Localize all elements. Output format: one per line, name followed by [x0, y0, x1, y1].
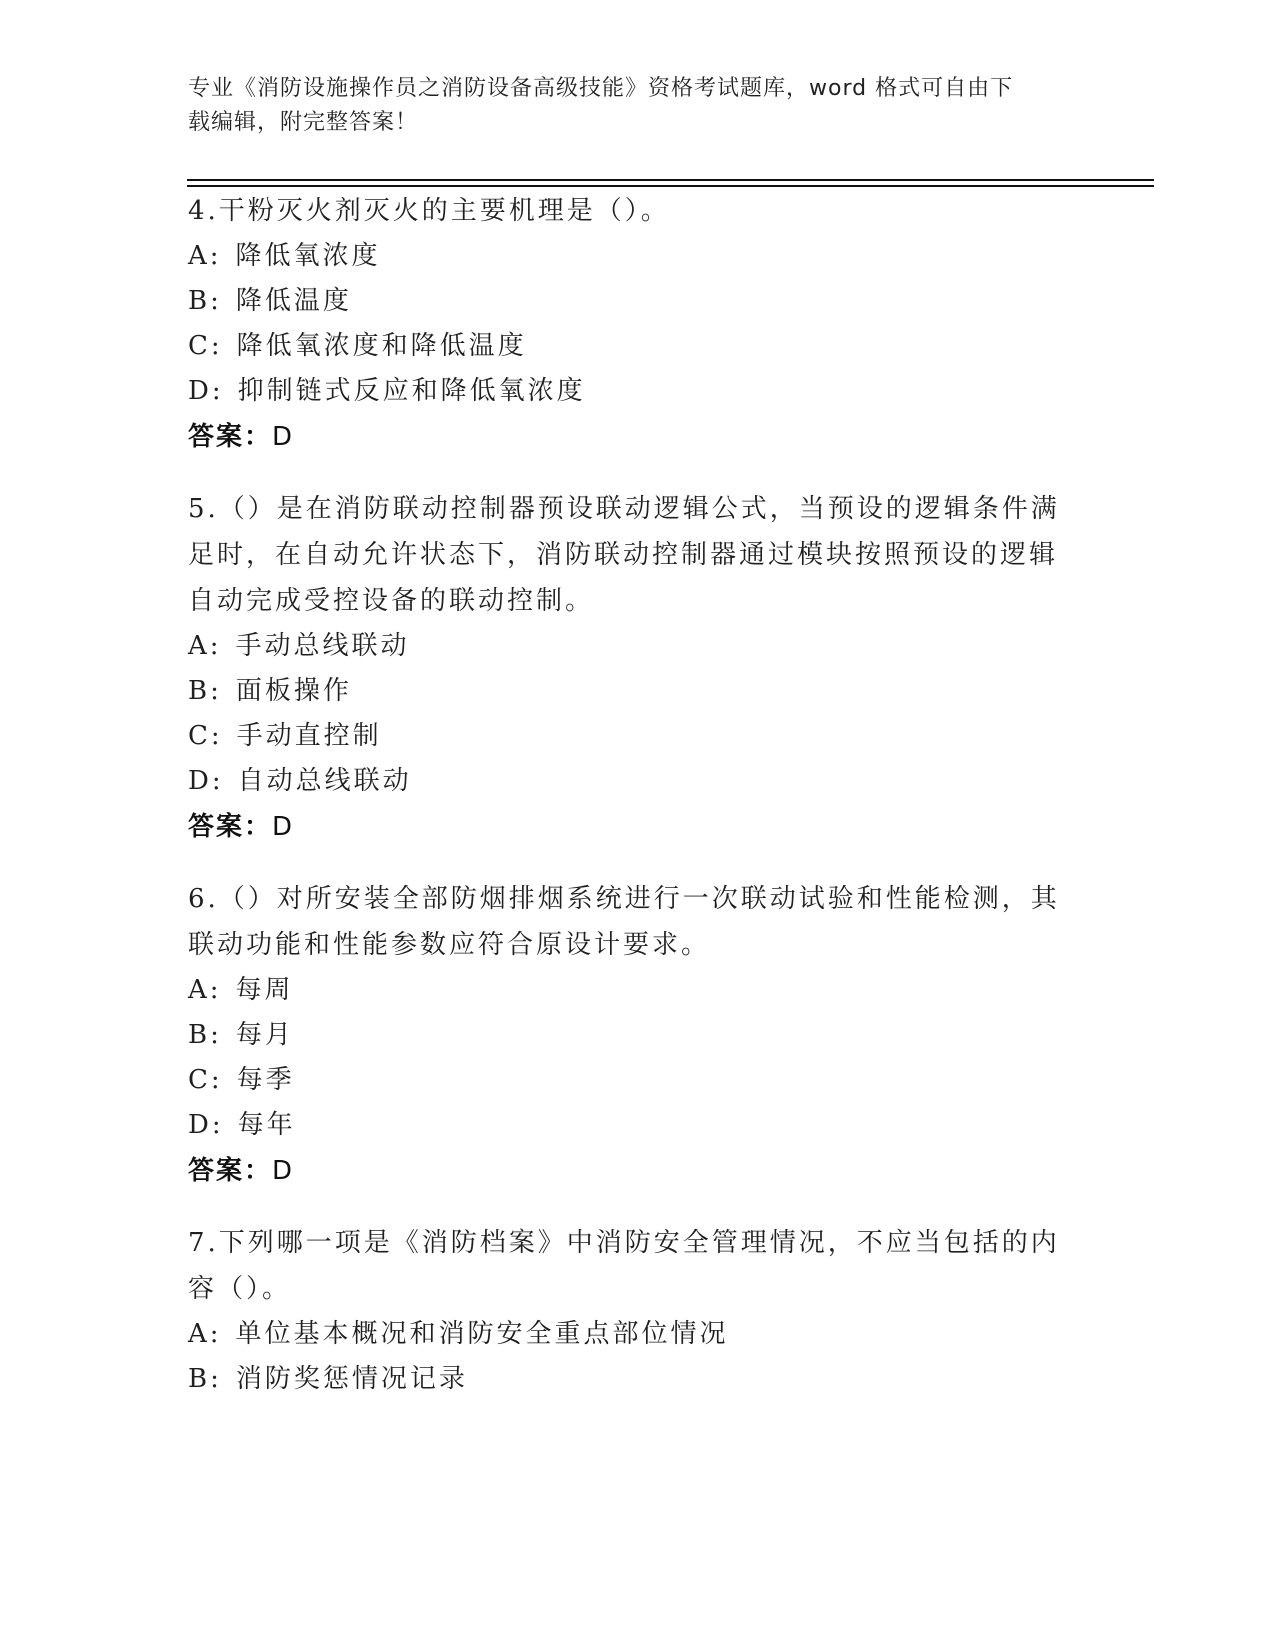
option-text: 降低温度	[235, 286, 352, 316]
option-b	[188, 279, 1068, 324]
option-d	[188, 759, 1068, 804]
question-list	[188, 188, 1068, 1428]
answer-label: 答案：	[188, 812, 273, 842]
option-a	[188, 968, 1068, 1013]
option-letter: A:	[188, 241, 222, 271]
question-item	[188, 188, 1068, 460]
answer-line	[188, 414, 1068, 460]
option-letter: D:	[188, 376, 224, 406]
header-line-1: 专业《消防设施操作员之消防设备高级技能》资格考试题库，word 格式可自由下	[188, 76, 1014, 101]
option-text: 抑制链式反应和降低氧浓度	[237, 376, 586, 406]
option-letter: C:	[188, 721, 223, 751]
option-text: 每年	[237, 1110, 296, 1140]
option-c	[188, 1058, 1068, 1103]
option-text: 面板操作	[235, 676, 352, 706]
option-c	[188, 714, 1068, 759]
option-text: 降低氧浓度	[235, 241, 381, 271]
question-item	[188, 876, 1068, 1194]
option-a	[188, 234, 1068, 279]
question-stem: 6.（）对所安装全部防烟排烟系统进行一次联动试验和性能检测，其联动功能和性能参数应符合原设计要求。	[188, 884, 1060, 960]
option-text: 每季	[236, 1065, 295, 1095]
option-letter: B:	[188, 676, 222, 706]
option-b	[188, 1013, 1068, 1058]
question-stem: 4.干粉灭火剂灭火的主要机理是（）。	[188, 196, 670, 226]
option-b	[188, 669, 1068, 714]
header-line-2: 载编辑，附完整答案！	[188, 110, 419, 135]
option-letter: B:	[188, 1364, 222, 1394]
option-letter: C:	[188, 331, 223, 361]
option-d	[188, 369, 1068, 414]
option-letter: B:	[188, 286, 222, 316]
option-letter: A:	[188, 1319, 222, 1349]
option-c	[188, 324, 1068, 369]
option-a	[188, 1312, 1068, 1357]
question-stem: 7.下列哪一项是《消防档案》中消防安全管理情况，不应当包括的内容（）。	[188, 1228, 1060, 1304]
header-rule-bottom	[187, 185, 1154, 187]
option-text: 手动总线联动	[235, 631, 410, 661]
answer-line	[188, 804, 1068, 850]
answer-label: 答案：	[188, 422, 273, 452]
answer-value: D	[272, 1156, 295, 1186]
answer-label: 答案：	[188, 1156, 273, 1186]
option-text: 自动总线联动	[237, 766, 412, 796]
option-text: 消防奖惩情况记录	[235, 1364, 468, 1394]
option-letter: D:	[188, 1110, 224, 1140]
question-stem: 5.（）是在消防联动控制器预设联动逻辑公式，当预设的逻辑条件满足时，在自动允许状态下，消防联动控制器通过模块按照预设的逻辑自动完成受控设备的联动控制。	[188, 494, 1060, 616]
option-text: 单位基本概况和消防安全重点部位情况	[235, 1319, 729, 1349]
question-item	[188, 1220, 1068, 1402]
option-letter: B:	[188, 1020, 222, 1050]
option-text: 每月	[235, 1020, 294, 1050]
option-d	[188, 1103, 1068, 1148]
option-letter: D:	[188, 766, 224, 796]
option-text: 降低氧浓度和降低温度	[236, 331, 527, 361]
option-b	[188, 1357, 1068, 1402]
option-a	[188, 624, 1068, 669]
option-letter: C:	[188, 1065, 223, 1095]
document-header	[188, 72, 1068, 140]
option-text: 每周	[235, 975, 294, 1005]
header-rule-top	[187, 179, 1154, 181]
answer-line	[188, 1148, 1068, 1194]
answer-value: D	[272, 812, 295, 842]
option-letter: A:	[188, 631, 222, 661]
answer-value: D	[272, 422, 295, 452]
option-letter: A:	[188, 975, 222, 1005]
option-text: 手动直控制	[236, 721, 382, 751]
question-item	[188, 486, 1068, 850]
